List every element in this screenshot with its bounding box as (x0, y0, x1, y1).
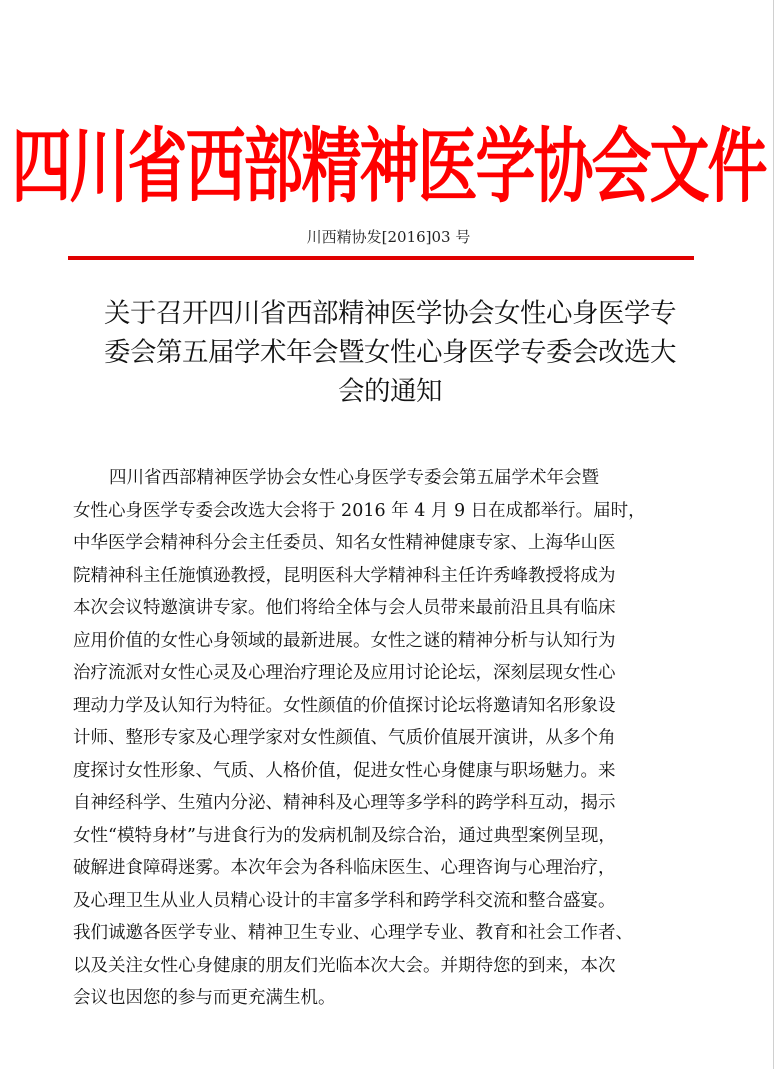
notice-title (60, 294, 720, 411)
document-header-title: 四川省西部精神医学协会文件 (11, 120, 766, 215)
body-line: 我们诚邀各医学专业、精神卫生专业、心理学专业、教育和社会工作者、 (73, 923, 633, 943)
body-line: 以及关注女性心身健康的朋友们光临本次大会。并期待您的到来，本次 (73, 955, 616, 976)
body-line: 治疗流派对女性心灵及心理治疗理论及应用讨论论坛，深刻层现女性心 (73, 663, 616, 683)
body-line: 女性心身医学专委会改选大会将于 2016 年 4 月 9 日在成都举行。届时， (73, 500, 646, 521)
body-line: 女性“模特身材”与进食行为的发病机制及综合治，通过典型案例呈现， (73, 825, 616, 846)
body-line: 四川省西部精神医学协会女性心身医学专委会第五届学术年会暨 (109, 468, 599, 488)
notice-title-line: 关于召开四川省西部精神医学协会女性心身医学专 (104, 298, 676, 329)
body-line: 及心理卫生从业人员精心设计的丰富多学科和跨学科交流和整合盛宴。 (73, 890, 616, 911)
document-number: 川西精协发[2016]03 号 (306, 228, 471, 246)
body-line: 本次会议特邀演讲专家。他们将给全体与会人员带来最前沿且具有临床 (73, 598, 616, 618)
notice-title-line: 会的通知 (338, 376, 442, 407)
notice-body (73, 462, 718, 1015)
body-line: 破解进食障碍迷雾。本次年会为各科临床医生、心理咨询与心理治疗， (73, 858, 616, 878)
body-line: 自神经科学、生殖内分泌、精神科及心理等多学科的跨学科互动，揭示 (73, 793, 616, 813)
body-line: 应用价值的女性心身领域的最新进展。女性之谜的精神分析与认知行为 (73, 630, 616, 651)
body-line: 会议也因您的参与而更充满生机。 (73, 988, 336, 1008)
red-divider-rule (68, 256, 694, 260)
body-line: 中华医学会精神科分会主任委员、知名女性精神健康专家、上海华山医 (73, 533, 616, 553)
body-line: 理动力学及认知行为特征。女性颜值的价值探讨论坛将邀请知名形象设 (73, 695, 616, 716)
notice-title-line: 委会第五届学术年会暨女性心身医学专委会改选大 (104, 337, 676, 368)
body-line: 计师、整形专家及心理学家对女性颜值、气质价值展开演讲，从多个角 (73, 728, 616, 748)
body-line: 度探讨女性形象、气质、人格价值，促进女性心身健康与职场魅力。来 (73, 760, 616, 781)
body-line: 院精神科主任施慎逊教授，昆明医科大学精神科主任许秀峰教授将成为 (73, 565, 616, 586)
